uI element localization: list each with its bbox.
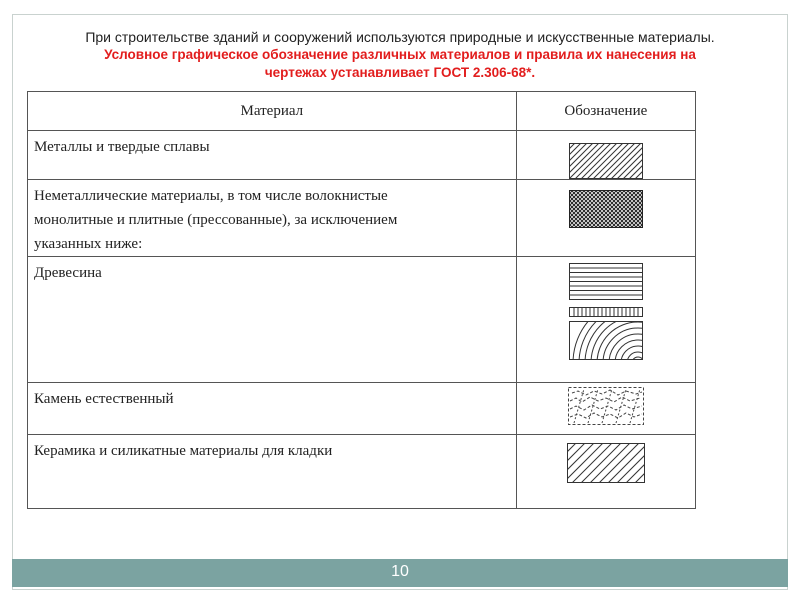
table-row [28,131,696,180]
symbol-cell [516,435,695,509]
table-row [28,383,696,435]
ceramic-hatch-icon [567,443,645,483]
material-cell [28,383,517,435]
wood-grain-icon [566,263,646,379]
footer-bar [12,559,788,587]
table-row [28,180,696,257]
material-name-line-3: указанных ниже: [34,236,143,252]
table-row [28,257,696,383]
symbol-cell [516,257,695,383]
page-number: 10 [391,563,409,580]
cross-hatch-icon [569,190,643,228]
material-name: Камень естественный [34,391,174,407]
material-cell [28,131,517,180]
header-intro-text: При строительстве зданий и сооружений используются природные и искусственные материалы. [85,29,715,45]
material-name-line-2: монолитные и плитные (прессованные), за исключением [34,212,398,228]
material-cell [28,180,517,257]
material-cell [28,257,517,383]
material-name-line-1: Неметаллические материалы, в том числе волокнистые [34,188,388,204]
material-name: Древесина [34,265,102,281]
materials-table [27,91,696,509]
diagonal-hatch-icon [569,143,643,179]
table-row [28,435,696,509]
stone-hatch-icon [564,383,648,429]
material-name: Металлы и твердые сплавы [34,139,210,155]
table-header-row [28,92,696,131]
symbol-cell [516,180,695,257]
symbol-cell [516,131,695,180]
material-name: Керамика и силикатные материалы для кладки [34,443,333,459]
column-header-symbol: Обозначение [516,92,695,131]
material-cell [28,435,517,509]
column-header-material: Материал [28,92,517,131]
header-gost-text-1: Условное графическое обозначение различных материалов и правила их нанесения на [104,47,696,62]
slide-header [30,28,770,82]
header-gost-text-2: чертежах устанавливает ГОСТ 2.306-68*. [264,65,536,80]
symbol-cell [516,383,695,435]
